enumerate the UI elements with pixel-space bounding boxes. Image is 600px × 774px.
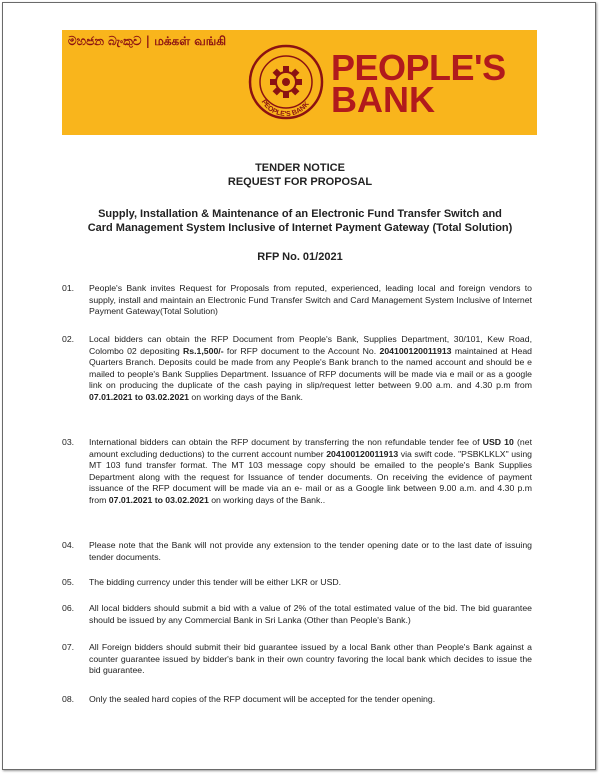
issue-period: 07.01.2021 to 03.02.2021 (108, 494, 209, 505)
rfp-number: RFP No. 01/2021 (257, 251, 343, 263)
item-number: 05. (62, 577, 75, 587)
fee-amount: Rs.1,500/- (183, 345, 224, 356)
item-text: Please note that the Bank will not provide any extension to the tender opening date or to the last date of issuing tender documents. (89, 540, 532, 562)
heading-request-for-proposal: REQUEST FOR PROPOSAL (227, 176, 373, 188)
heading-tender-notice: TENDER NOTICE (255, 162, 345, 174)
item-number: 06. (62, 603, 75, 613)
item-text: Local bidders can obtain the RFP Document from People's Bank, Supplies Department, 30/101, Kew Road, Colombo 02 depositing Rs.1,500/- for RFP document to the Account No. 204100120011913 maintained at Head Quarters Branch. Deposits could be made from any People's Bank branch to the named account and should be e mailed to people's Bank Supplies Department. Issuance of RFP documents will be made via e mail or as a google link on producing the duplicate of the cash paying in slip/request letter between 9.00 a.m. and 4.30 p.m from 07.01.2021 to 03.02.2021 on working days of the Bank. (89, 334, 532, 402)
account-number: 204100120011913 (326, 448, 399, 459)
item-text: All local bidders should submit a bid with a value of 2% of the total estimated value of the bid. The bid guarantee should be issued by any Commercial Bank in Sri Lanka (Other than People's Bank.) (89, 603, 532, 625)
item-number: 08. (62, 694, 75, 704)
item-text: International bidders can obtain the RFP document by transferring the non refundable tender fee of USD 10 (net amount excluding deductions) to the current account number 204100120011913 via swift code. "PSBKLKLX" using MT 103 fund transfer format. The MT 103 message copy should be emailed to the people's Bank Supplies Department along with the request for Issuance of tender documents. On receiving the evidence of payment issuance of the RFP document will be made via an e- mail or as a Google link between 9.00 a.m. and 4.30 p.m from 07.01.2021 to 03.02.2021 on working days of the Bank.. (89, 437, 532, 505)
item-number: 02. (62, 334, 75, 344)
brand-line-peoples: PEOPLE'S (331, 47, 506, 88)
item-number: 01. (62, 283, 75, 293)
issue-period: 07.01.2021 to 03.02.2021 (89, 391, 189, 402)
tender-title-line-2: Card Management System Inclusive of Internet Payment Gateway (Total Solution) (87, 222, 513, 234)
item-number: 04. (62, 540, 75, 550)
brand-wordmark (331, 47, 506, 120)
account-number: 204100120011913 (379, 345, 452, 356)
local-language-bank-name: මහජන බැංකුව | மக்கள் வங்கி (68, 34, 227, 48)
svg-text:PEOPLE'S BANK: PEOPLE'S BANK (259, 98, 311, 119)
item-text: All Foreign bidders should submit their bid guarantee issued by a local Bank other than People's Bank against a counter guarantee issued by bidder's bank in their own country favoring the local bank which decides to issue the bid guarantee. (89, 642, 532, 675)
item-text: People's Bank invites Request for Proposals from reputed, experienced, leading local and foreign vendors to supply, install and maintain an Electronic Fund Transfer Switch and Card Management System Inclusive of Internet Payment Gateway(Total Solution) (89, 283, 532, 316)
tender-title-line-1: Supply, Installation & Maintenance of an Electronic Fund Transfer Switch and (98, 208, 502, 220)
item-number: 07. (62, 642, 75, 652)
brand-line-bank: BANK (331, 79, 435, 120)
item-text: The bidding currency under this tender will be either LKR or USD. (89, 577, 342, 587)
bank-banner (62, 30, 537, 135)
fee-amount: USD 10 (482, 437, 514, 447)
item-text: Only the sealed hard copies of the RFP document will be accepted for the tender opening. (89, 694, 436, 704)
bank-seal-logo (248, 44, 324, 120)
item-number: 03. (62, 437, 75, 447)
